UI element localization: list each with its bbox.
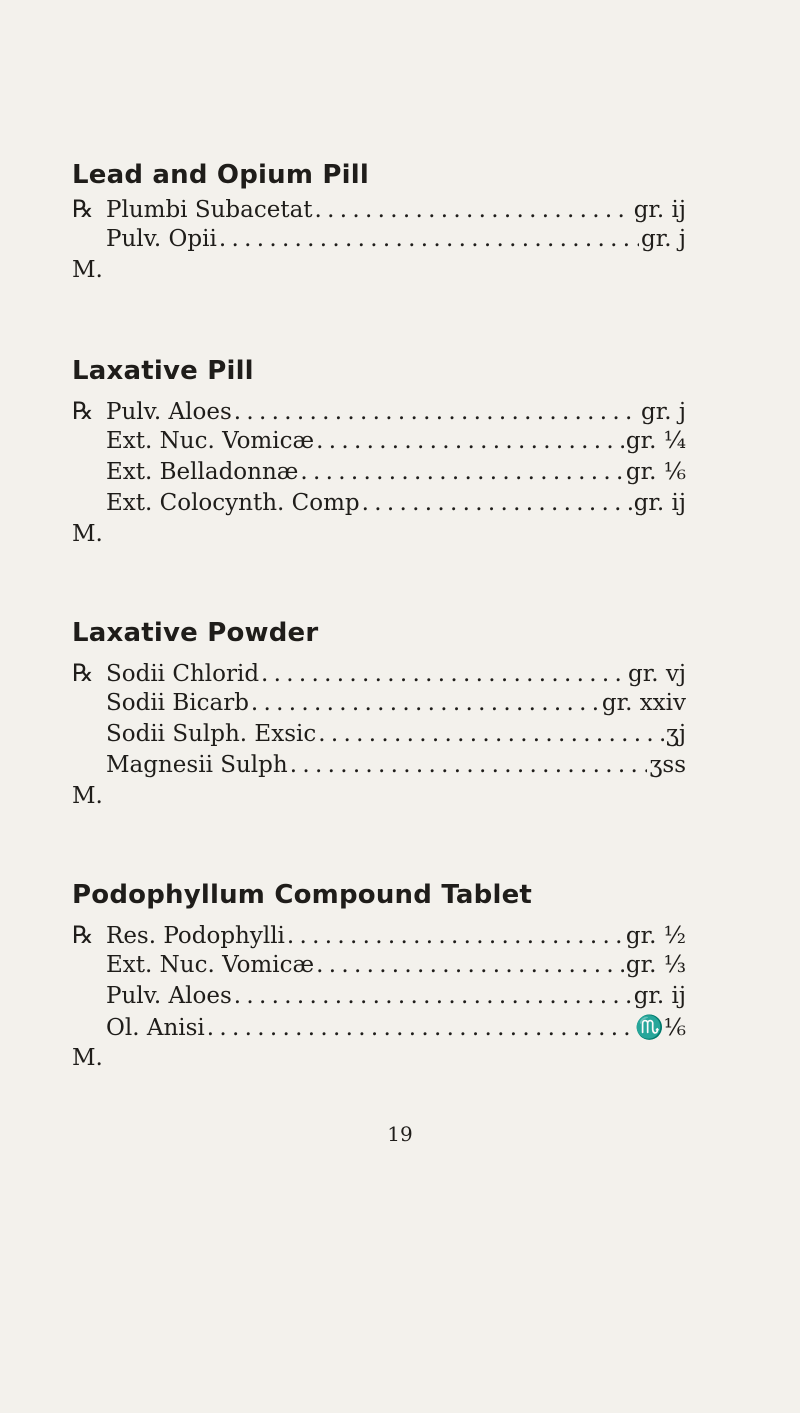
dot-leader — [219, 226, 639, 252]
dot-leader — [362, 490, 632, 516]
dot-leader — [318, 721, 664, 747]
ingredient-name: Ol. Anisi — [106, 1015, 205, 1041]
dot-leader — [234, 983, 632, 1009]
misce-label: M. — [72, 783, 103, 809]
ingredient-quantity: gr. ij — [633, 983, 686, 1009]
dot-leader — [316, 428, 624, 454]
dot-leader — [234, 399, 639, 425]
ingredient-quantity: gr. vj — [628, 661, 686, 687]
section-title-laxative-pill: Laxative Pill — [72, 356, 254, 386]
dot-leader — [316, 952, 624, 978]
rx-symbol: ℞ — [72, 921, 94, 949]
dot-leader — [290, 752, 648, 778]
ingredient-name: Ext. Nuc. Vomicæ — [106, 952, 315, 978]
ingredient-row — [72, 428, 686, 458]
ingredient-quantity: gr. xxiv — [601, 690, 686, 716]
ingredient-quantity: gr. j — [641, 226, 686, 252]
dot-leader — [300, 459, 624, 485]
ingredient-name: Sodii Bicarb — [106, 690, 249, 716]
dot-leader — [315, 197, 632, 223]
ingredient-quantity: ♏⅙ — [635, 1015, 686, 1041]
ingredient-row — [72, 921, 686, 951]
ingredient-name: Pulv. Aloes — [106, 399, 232, 425]
rx-symbol: ℞ — [72, 195, 94, 223]
ingredient-row — [72, 459, 686, 489]
ingredient-name: Res. Podophylli — [106, 923, 285, 949]
ingredient-row — [72, 490, 686, 520]
ingredient-quantity: gr. ½ — [625, 923, 686, 949]
dot-leader — [251, 690, 600, 716]
section-title-laxative-powder: Laxative Powder — [72, 618, 319, 648]
ingredient-row — [72, 397, 686, 427]
ingredient-row — [72, 690, 686, 720]
ingredient-row — [72, 983, 686, 1013]
ingredient-row — [72, 721, 686, 751]
ingredient-quantity: gr. ij — [633, 490, 686, 516]
ingredient-quantity: gr. ij — [633, 197, 686, 223]
ingredient-name: Plumbi Subacetat — [106, 197, 313, 223]
misce-label: M. — [72, 257, 103, 283]
ingredient-name: Ext. Nuc. Vomicæ — [106, 428, 315, 454]
ingredient-quantity: gr. ⅓ — [625, 952, 686, 978]
dot-leader — [287, 923, 624, 949]
ingredient-row — [72, 1014, 686, 1044]
rx-symbol: ℞ — [72, 397, 94, 425]
ingredient-name: Sodii Sulph. Exsic — [106, 721, 317, 747]
ingredient-name: Ext. Belladonnæ — [106, 459, 299, 485]
rx-symbol: ℞ — [72, 659, 94, 687]
ingredient-name: Ext. Colocynth. Comp — [106, 490, 360, 516]
dot-leader — [207, 1015, 633, 1041]
misce-label: M. — [72, 521, 103, 547]
ingredient-name: Sodii Chlorid — [106, 661, 260, 687]
misce-label: M. — [72, 1045, 103, 1071]
section-title-lead-opium-pill: Lead and Opium Pill — [72, 160, 369, 190]
ingredient-quantity: ʒj — [665, 721, 686, 747]
ingredient-quantity: gr. j — [641, 399, 686, 425]
ingredient-row — [72, 195, 686, 225]
ingredient-name: Pulv. Aloes — [106, 983, 232, 1009]
ingredient-row — [72, 752, 686, 782]
ingredient-row — [72, 226, 686, 256]
dot-leader — [261, 661, 626, 687]
ingredient-row — [72, 659, 686, 689]
ingredient-quantity: gr. ¼ — [625, 428, 686, 454]
ingredient-quantity: gr. ⅙ — [625, 459, 686, 485]
page-number: 19 — [387, 1122, 413, 1146]
ingredient-row — [72, 952, 686, 982]
ingredient-name: Pulv. Opii — [106, 226, 217, 252]
section-title-podophyllum-tablet: Podophyllum Compound Tablet — [72, 880, 533, 910]
ingredient-quantity: ʒss — [649, 752, 686, 778]
ingredient-name: Magnesii Sulph — [106, 752, 288, 778]
